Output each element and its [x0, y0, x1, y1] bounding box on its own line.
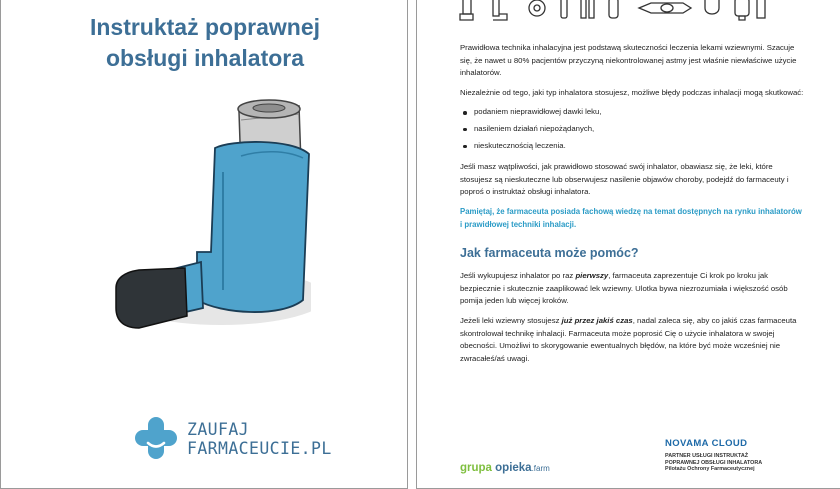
inhaler-icon: [460, 0, 473, 20]
brand-logo[interactable]: [460, 462, 550, 474]
emphasis-text: pierwszy: [575, 271, 609, 281]
brand-part-3: .farm: [531, 464, 550, 473]
brand-part-1: grupa: [460, 462, 496, 474]
partner-caption: [665, 453, 835, 473]
inhaler-types-icon-row: [457, 0, 767, 22]
tube-inhaler-icon: [757, 0, 765, 18]
list-item: podaniem nieprawidłowej dawki leku,: [460, 106, 805, 119]
text-run: , farmaceuta zaprezentuje Ci krok po kroku jak bezpiecznie i skutecznie zaaplikować lek wziewny. Ulotka bywa niezrozumiała i większość osób pomija jeden lub więcej kroków.: [460, 271, 788, 306]
disk-inhaler-icon: [705, 0, 719, 14]
first-time-paragraph: [460, 270, 805, 308]
left-page: [0, 0, 408, 489]
spacer-icon: [639, 3, 691, 13]
partner-line-3: Pilotażu Ochrony Farmaceutycznej: [665, 466, 755, 473]
long-term-paragraph: [460, 315, 805, 365]
tube-inhaler-icon: [609, 0, 618, 18]
page-title: [1, 12, 409, 74]
partner-line-1: PARTNER USŁUGI INSTRUKTAŻ: [665, 453, 749, 459]
logo-cross-icon: [134, 416, 178, 460]
section-heading: Jak farmaceuta może pomóc?: [460, 246, 639, 261]
logo-line-2: FARMACEUCIE.PL: [187, 439, 332, 458]
partner-line-2: POPRAWNEJ OBSŁUGI INHALATORA: [665, 459, 763, 466]
logo-wordmark[interactable]: [187, 420, 332, 458]
doubts-paragraph: Jeśli masz wątpliwości, jak prawidłowo stosować swój inhalator, obawiasz się, że leki, które stosujesz są nieskuteczne lub obserwujesz nasilenie objawów choroby, podejdź do farmaceuty i poproś o instruktaż obsługi inhalatora.: [460, 162, 789, 197]
right-page: [416, 0, 840, 489]
highlight-paragraph: Pamiętaj, że farmaceuta posiada fachową wiedzę na temat dostępnych na rynku inhalatorów i prawidłowej techniki inhalacji.: [460, 206, 802, 229]
text-run: , nadal zaleca się, aby co jakiś czas farmaceuta skontrolował technikę inhalacji. Farmaceuta może poprosić Cię o użycie inhalatora w swojej obecności. Umożliwi to skorygowanie ewentualnych błędów, na które być może wcześniej nie zwracałeś/aś uwagi.: [460, 315, 797, 363]
tube-inhaler-icon: [561, 0, 567, 18]
text-run: Jeśli wykupujesz inhalator po raz: [460, 271, 576, 281]
nebulizer-icon: [735, 0, 749, 20]
article-body: [460, 42, 805, 372]
inhaler-illustration: [111, 92, 311, 332]
partner-logo-part-2: CLOUD: [711, 438, 748, 449]
title-line-1: Instruktaż poprawnej: [89, 14, 321, 40]
partner-logo[interactable]: [665, 438, 747, 449]
text-run: Jeżeli leki wziewny stosujesz: [460, 315, 562, 325]
consequences-list: [460, 106, 805, 152]
title-line-2: obsługi inhalatora: [105, 45, 305, 71]
partner-logo-part-1: NOVAMA: [665, 438, 712, 449]
list-item: nasileniem działań niepożądanych,: [460, 123, 805, 136]
disk-inhaler-icon: [529, 0, 545, 16]
emphasis-text: już przez jakiś czas: [561, 315, 633, 325]
brand-part-2: opieka: [495, 462, 532, 474]
intro-paragraph: Prawidłowa technika inhalacyjna jest podstawą skuteczności leczenia lekami wziewnymi. Szacuje się, że nawet u 80% pacjentów przyczyną niekontrolowanej astmy jest właśnie niewłaściwe użycie inhalatorów.: [460, 43, 797, 78]
tube-inhaler-icon: [581, 0, 594, 18]
logo-line-1: ZAUFAJ: [187, 420, 250, 439]
inhaler-icon: [493, 0, 507, 20]
errors-lead-paragraph: Niezależnie od tego, jaki typ inhalatora stosujesz, możliwe błędy podczas inhalacji mogą skutkować:: [460, 87, 804, 97]
list-item: nieskutecznością leczenia.: [460, 140, 805, 153]
